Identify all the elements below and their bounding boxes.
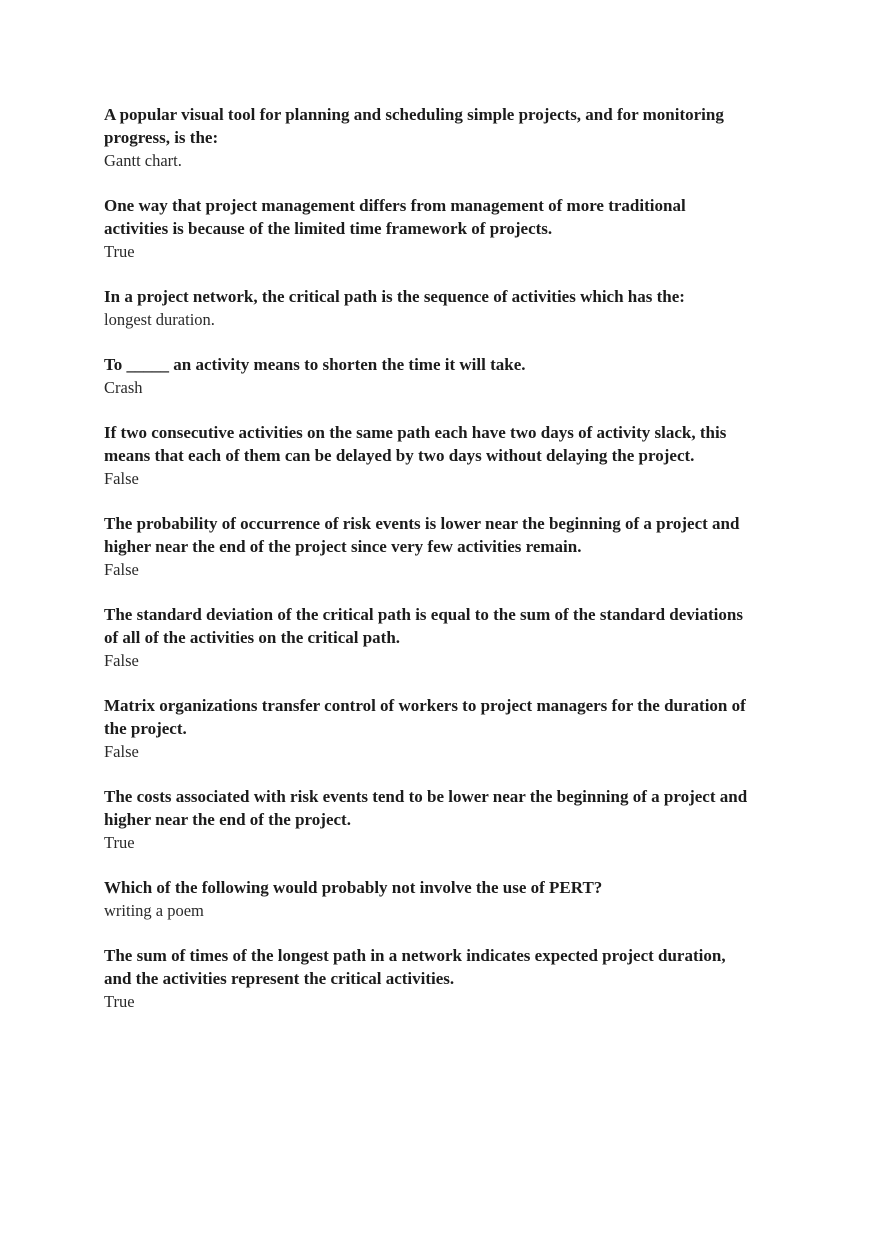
question-text: If two consecutive activities on the same path each have two days of activity slack, this means that each of them can be delayed by two days without delaying the project. bbox=[104, 423, 727, 465]
answer-text: False bbox=[104, 651, 139, 670]
qa-item bbox=[104, 353, 754, 399]
qa-item bbox=[104, 876, 754, 922]
answer-text: longest duration. bbox=[104, 310, 215, 329]
question-text: In a project network, the critical path is the sequence of activities which has the: bbox=[104, 287, 685, 306]
qa-item bbox=[104, 603, 754, 672]
question-text: The standard deviation of the critical path is equal to the sum of the standard deviations of all of the activities on the critical path. bbox=[104, 605, 743, 647]
qa-item bbox=[104, 285, 754, 331]
question-text: Matrix organizations transfer control of workers to project managers for the duration of the project. bbox=[104, 696, 746, 738]
question-text: A popular visual tool for planning and scheduling simple projects, and for monitoring progress, is the: bbox=[104, 105, 724, 147]
qa-item bbox=[104, 421, 754, 490]
qa-item bbox=[104, 194, 754, 263]
qa-item bbox=[104, 512, 754, 581]
answer-text: True bbox=[104, 242, 135, 261]
question-text: The probability of occurrence of risk events is lower near the beginning of a project and higher near the end of the project since very few activities remain. bbox=[104, 514, 740, 556]
question-text: One way that project management differs from management of more traditional activities is because of the limited time framework of projects. bbox=[104, 196, 686, 238]
qa-item bbox=[104, 944, 754, 1013]
answer-text: Gantt chart. bbox=[104, 151, 182, 170]
question-text: The sum of times of the longest path in a network indicates expected project duration, and the activities represent the critical activities. bbox=[104, 946, 726, 988]
answer-text: True bbox=[104, 833, 135, 852]
qa-item bbox=[104, 694, 754, 763]
answer-text: False bbox=[104, 742, 139, 761]
answer-text: False bbox=[104, 469, 139, 488]
answer-text: writing a poem bbox=[104, 901, 204, 920]
answer-text: True bbox=[104, 992, 135, 1011]
qa-item bbox=[104, 103, 754, 172]
answer-text: Crash bbox=[104, 378, 143, 397]
question-text: The costs associated with risk events tend to be lower near the beginning of a project and higher near the end of the project. bbox=[104, 787, 748, 829]
answer-text: False bbox=[104, 560, 139, 579]
question-text: To _____ an activity means to shorten the time it will take. bbox=[104, 355, 526, 374]
question-text: Which of the following would probably not involve the use of PERT? bbox=[104, 878, 603, 897]
document-page bbox=[104, 103, 754, 1035]
qa-item bbox=[104, 785, 754, 854]
